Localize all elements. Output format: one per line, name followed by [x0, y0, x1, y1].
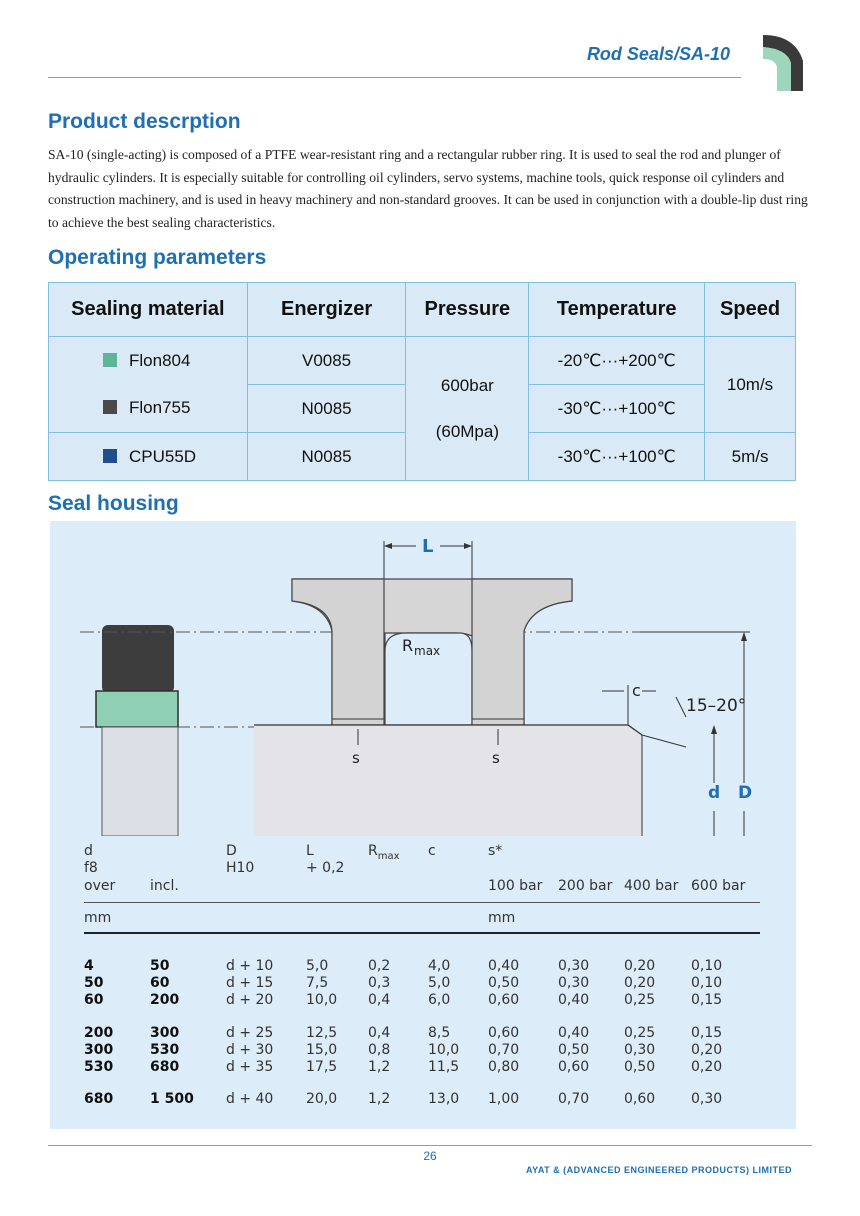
table-cell: 50 — [150, 958, 170, 974]
table-cell: 7,5 — [306, 975, 329, 991]
table-cell: 15,0 — [306, 1042, 338, 1058]
footer-divider — [48, 1145, 812, 1146]
dim-label-s1: s — [352, 749, 360, 767]
dim-label-D: D — [738, 783, 753, 803]
table-cell: 0,60 — [558, 1059, 590, 1075]
table-cell: 0,3 — [368, 975, 391, 991]
material-color-swatch — [103, 449, 117, 463]
operating-parameters-table — [48, 282, 796, 481]
table-cell: 60 — [84, 992, 104, 1008]
table-cell: 0,20 — [691, 1042, 723, 1058]
table-cell: 0,4 — [368, 992, 391, 1008]
table-cell: 5,0 — [428, 975, 451, 991]
table-cell: 0,30 — [558, 975, 590, 991]
col-head-R: $R_{max}$ — [368, 843, 400, 862]
material-color-swatch — [103, 353, 117, 367]
dim-label-R-sub: max — [414, 644, 441, 658]
speed-cell: 10m/s — [705, 337, 796, 433]
table-cell: 0,25 — [624, 1025, 656, 1041]
seal-housing-diagram — [50, 521, 796, 836]
section-title-description: Product descrption — [48, 110, 241, 133]
table-cell: 10,0 — [306, 992, 338, 1008]
table-cell: 530 — [84, 1059, 114, 1075]
col-sub-L: + 0,2 — [306, 860, 345, 876]
table-cell: 8,5 — [428, 1025, 451, 1041]
table-cell: 0,60 — [488, 1025, 520, 1041]
material-name: Flon804 — [129, 350, 191, 370]
section-title-housing: Seal housing — [48, 492, 179, 515]
rubber-energizer-ring — [102, 625, 174, 693]
table-cell: 0,50 — [488, 975, 520, 991]
table-cell: 0,80 — [488, 1059, 520, 1075]
table-cell: 0,60 — [624, 1091, 656, 1107]
table-cell: 680 — [84, 1091, 114, 1107]
table-cell: 0,70 — [488, 1042, 520, 1058]
temperature-cell: -30℃···+100℃ — [529, 433, 705, 481]
table-cell: 0,2 — [368, 958, 391, 974]
divider — [84, 932, 760, 934]
table-cell: 4,0 — [428, 958, 451, 974]
page-number: 26 — [423, 1149, 437, 1163]
table-cell: d + 15 — [226, 975, 274, 991]
table-cell: 300 — [150, 1025, 180, 1041]
dim-label-angle: 15–20° — [686, 696, 747, 716]
material-cell — [49, 433, 248, 481]
col-head-c: c — [428, 843, 436, 859]
table-cell: 10,0 — [428, 1042, 460, 1058]
col-head-d: d — [84, 843, 93, 859]
pressure-mpa: (60Mpa) — [435, 421, 500, 441]
table-cell: d + 25 — [226, 1025, 274, 1041]
header-temperature: Temperature — [529, 283, 705, 337]
temperature-cell: -20℃···+200℃ — [529, 337, 705, 385]
pressure-cell — [406, 337, 529, 481]
energizer-cell: N0085 — [247, 433, 406, 481]
dim-label-d: d — [708, 783, 721, 803]
col-head-s: s* — [488, 843, 503, 859]
col-200bar: 200 bar — [558, 878, 613, 894]
table-cell: 0,70 — [558, 1091, 590, 1107]
table-cell: 0,15 — [691, 992, 723, 1008]
table-cell: 0,60 — [488, 992, 520, 1008]
table-cell: 200 — [150, 992, 180, 1008]
col-sub-d: f8 — [84, 860, 98, 876]
dim-label-s2: s — [492, 749, 500, 767]
table-cell: 0,25 — [624, 992, 656, 1008]
table-cell: 1,2 — [368, 1091, 391, 1107]
table-cell: 200 — [84, 1025, 114, 1041]
col-600bar: 600 bar — [691, 878, 746, 894]
dim-label-L: L — [422, 536, 434, 557]
col-head-D: D — [226, 843, 237, 859]
table-cell: 17,5 — [306, 1059, 338, 1075]
table-cell: 13,0 — [428, 1091, 460, 1107]
header-divider — [48, 77, 741, 78]
table-cell: 0,50 — [624, 1059, 656, 1075]
table-cell: 0,40 — [558, 1025, 590, 1041]
material-cell — [49, 337, 248, 385]
company-name: AYAT & (ADVANCED ENGINEERED PRODUCTS) LIMITED — [525, 1165, 792, 1175]
dim-label-c: c — [632, 681, 641, 700]
table-cell: 0,8 — [368, 1042, 391, 1058]
unit-mm: mm — [84, 910, 112, 926]
dim-label-R: R — [402, 636, 414, 655]
table-cell: 12,5 — [306, 1025, 338, 1041]
table-cell: 5,0 — [306, 958, 329, 974]
table-cell: 0,50 — [558, 1042, 590, 1058]
table-cell: d + 10 — [226, 958, 274, 974]
temperature-cell: -30℃···+100℃ — [529, 385, 705, 433]
col-over: over — [84, 878, 116, 894]
material-color-swatch — [103, 400, 117, 414]
table-cell: 0,30 — [624, 1042, 656, 1058]
energizer-cell: N0085 — [247, 385, 406, 433]
table-cell: d + 35 — [226, 1059, 274, 1075]
table-cell: 0,15 — [691, 1025, 723, 1041]
header-pressure: Pressure — [406, 283, 529, 337]
table-cell: 530 — [150, 1042, 180, 1058]
ptfe-wear-ring — [96, 691, 178, 727]
material-cell — [49, 385, 248, 433]
table-cell: 60 — [150, 975, 170, 991]
table-cell: 6,0 — [428, 992, 451, 1008]
table-cell: 0,10 — [691, 958, 723, 974]
header-energizer: Energizer — [247, 283, 406, 337]
table-cell: 0,40 — [488, 958, 520, 974]
table-cell: 0,40 — [558, 992, 590, 1008]
table-cell: 1 500 — [150, 1091, 194, 1107]
table-cell: 4 — [84, 958, 94, 974]
seal-profile-icon — [755, 33, 805, 91]
col-100bar: 100 bar — [488, 878, 543, 894]
table-header-row — [49, 283, 796, 337]
table-cell: d + 40 — [226, 1091, 274, 1107]
table-cell: 20,0 — [306, 1091, 338, 1107]
header-sealing-material: Sealing material — [49, 283, 248, 337]
col-sub-D: H10 — [226, 860, 255, 876]
col-incl: incl. — [150, 878, 179, 894]
header-speed: Speed — [705, 283, 796, 337]
divider — [84, 902, 760, 903]
col-head-L: L — [306, 843, 314, 859]
unit-mm: mm — [488, 910, 516, 926]
table-cell: 0,4 — [368, 1025, 391, 1041]
table-cell: 300 — [84, 1042, 114, 1058]
table-cell: 1,2 — [368, 1059, 391, 1075]
section-title-operating: Operating parameters — [48, 246, 267, 269]
table-cell: 0,20 — [624, 975, 656, 991]
table-cell: 11,5 — [428, 1059, 460, 1075]
speed-cell: 5m/s — [705, 433, 796, 481]
table-cell: 0,20 — [624, 958, 656, 974]
table-cell: 50 — [84, 975, 104, 991]
energizer-cell: V0085 — [247, 337, 406, 385]
table-cell: 1,00 — [488, 1091, 520, 1107]
material-name: CPU55D — [129, 446, 197, 466]
pressure-bar: 600bar — [440, 375, 494, 395]
material-name: Flon755 — [129, 398, 191, 418]
table-cell: d + 20 — [226, 992, 274, 1008]
table-cell: 0,20 — [691, 1059, 723, 1075]
table-cell: d + 30 — [226, 1042, 274, 1058]
table-cell: 0,30 — [558, 958, 590, 974]
table-row — [49, 337, 796, 385]
table-cell: 0,30 — [691, 1091, 723, 1107]
col-400bar: 400 bar — [624, 878, 679, 894]
document-header-title: Rod Seals/SA-10 — [586, 44, 730, 64]
table-cell: 0,10 — [691, 975, 723, 991]
table-cell: 680 — [150, 1059, 180, 1075]
product-description-text: SA-10 (single-acting) is composed of a PTFE wear-resistant ring and a rectangular rubber ring. It is used to seal the rod and plunger of hydraulic cylinders. It is especially suitable for controlling oil cylinders, servo systems, machine tools, quick response oil cylinders and construction machinery, and is used in heavy machinery and non-standard grooves. It can be used in conjunction with a double-lip dust ring to achieve the best sealing characteristics. — [48, 147, 808, 230]
